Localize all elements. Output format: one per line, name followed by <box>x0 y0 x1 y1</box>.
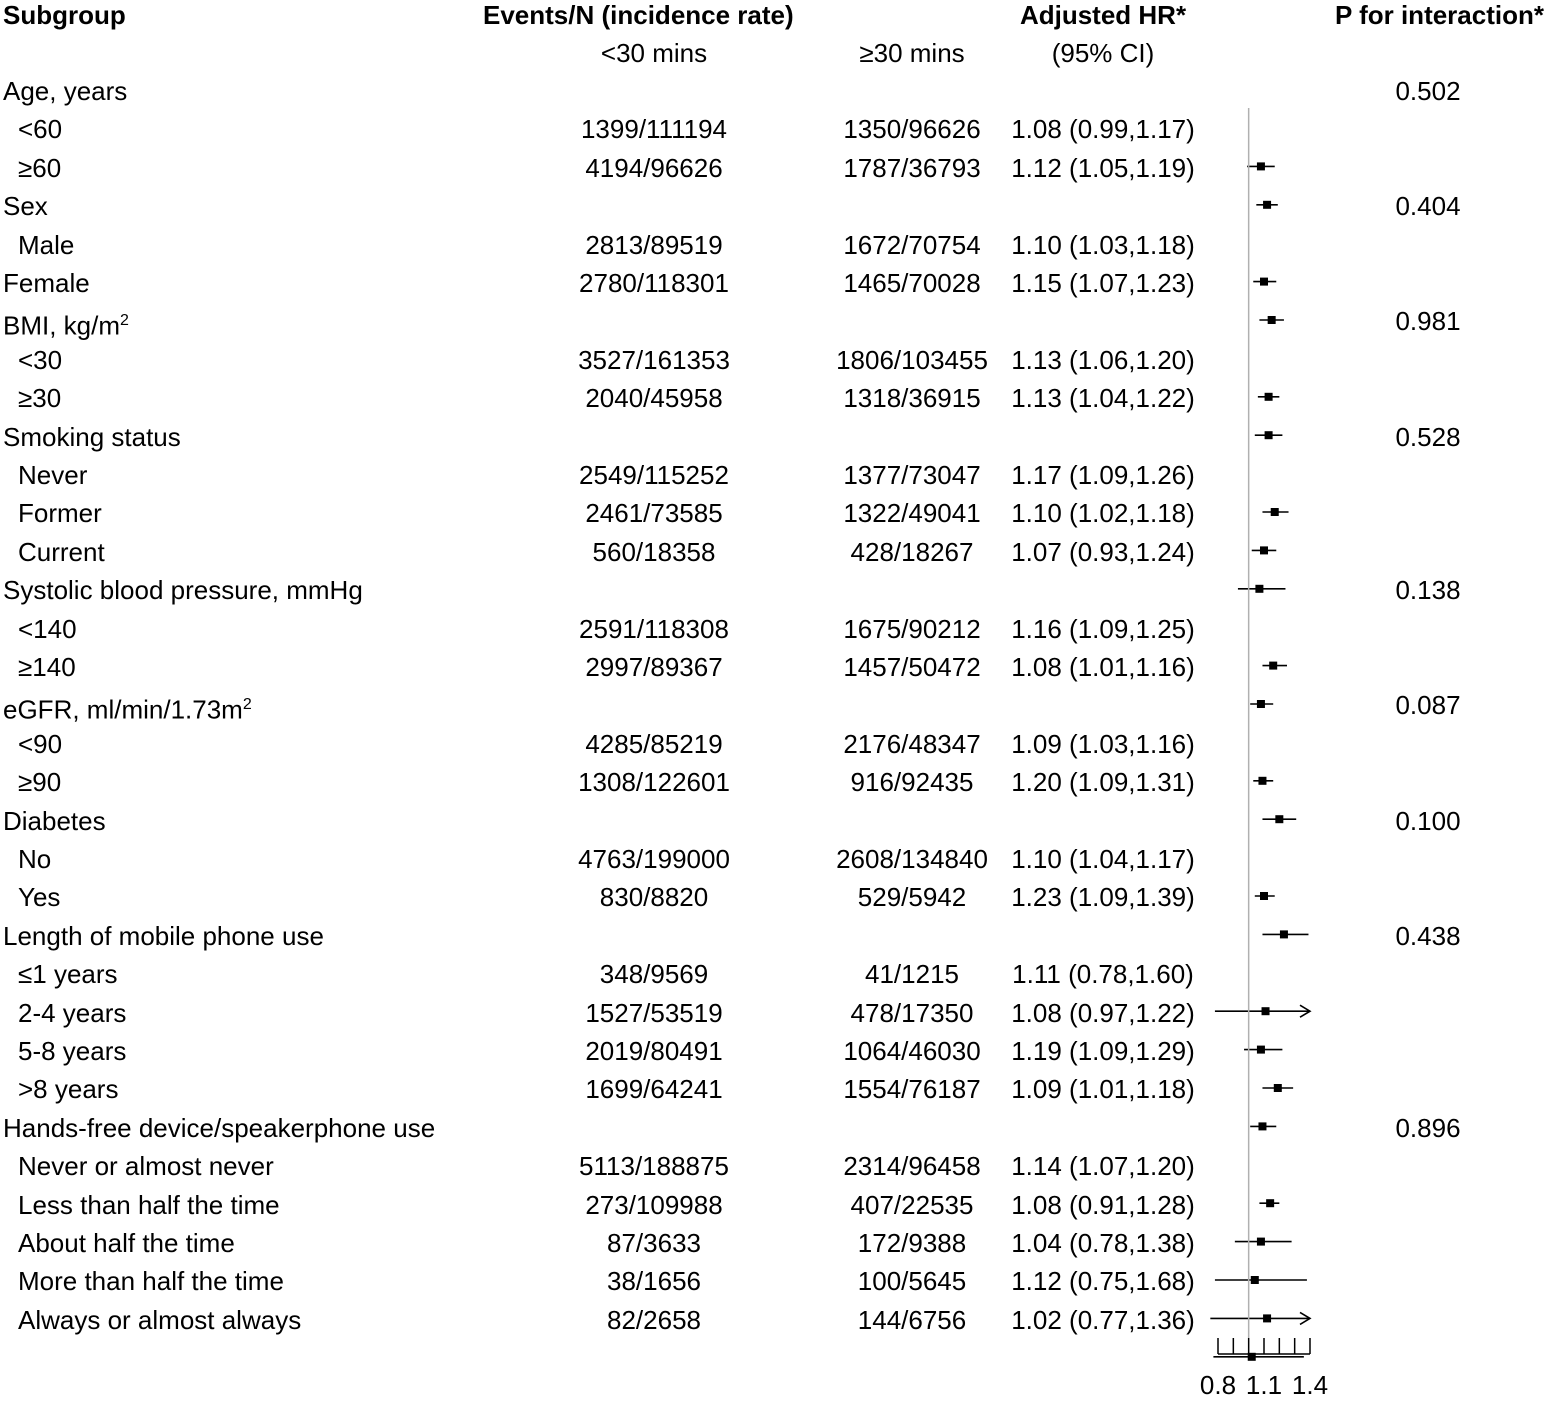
hr-point <box>1260 546 1268 554</box>
subgroup-label: No <box>18 844 52 874</box>
events-lt30: 1699/64241 <box>585 1074 723 1105</box>
x-tick-label: 1.4 <box>1291 1370 1329 1400</box>
hr-ci: 1.10 (1.02,1.18) <box>1011 498 1195 529</box>
hr-ci: 1.23 (1.09,1.39) <box>1011 882 1195 913</box>
hr-ci: 1.12 (0.75,1.68) <box>1011 1266 1195 1297</box>
hr-ci: 1.08 (0.91,1.28) <box>1011 1189 1195 1220</box>
hr-ci: 1.02 (0.77,1.36) <box>1011 1304 1195 1335</box>
events-ge30: 172/9388 <box>857 1228 967 1258</box>
header-col1: <30 mins <box>600 38 708 68</box>
group-label: eGFR, $ml/\min/1.73m^2$ <box>3 695 252 726</box>
events-lt30: 1308/122601 <box>578 767 730 798</box>
subgroup-label: <30 <box>18 344 63 375</box>
p-interaction: 0.981 <box>1395 306 1461 337</box>
group-label: Age, years <box>3 76 128 106</box>
events-ge30: 1672/70754 <box>843 229 981 260</box>
hr-ci: 1.08 (1.01,1.16) <box>1011 652 1195 682</box>
subgroup-label: <140 <box>18 613 77 644</box>
events-lt30: 2019/80491 <box>585 1036 723 1066</box>
events-lt30: 1527/53519 <box>585 997 723 1028</box>
subgroup-label: ≥90 <box>18 767 62 798</box>
p-interaction: 0.528 <box>1395 421 1461 452</box>
header-subgroup: Subgroup <box>3 0 126 30</box>
events-ge30: 1322/49041 <box>843 498 981 529</box>
events-lt30: 4194/96626 <box>585 152 723 183</box>
subgroup-label: Yes <box>18 882 61 913</box>
subgroup-label: ≥30 <box>18 383 62 414</box>
hr-point <box>1257 162 1265 170</box>
events-ge30: 2608/134840 <box>836 844 988 874</box>
subgroup-label: ≥140 <box>18 652 76 682</box>
events-ge30: 916/92435 <box>850 767 974 798</box>
events-ge30: 41/1215 <box>865 959 959 990</box>
p-interaction: 0.896 <box>1395 1112 1461 1143</box>
hr-point <box>1269 662 1277 670</box>
events-lt30: 2813/89519 <box>585 229 723 260</box>
superscript: 2 <box>120 312 129 330</box>
events-lt30: 5113/188875 <box>579 1151 729 1182</box>
hr-ci: 1.12 (1.05,1.19) <box>1011 152 1195 183</box>
header-events: Events/N (incidence rate) <box>483 0 794 30</box>
hr-ci: 1.07 (0.93,1.24) <box>1011 536 1195 567</box>
hr-ci: 1.20 (1.09,1.31) <box>1011 767 1195 798</box>
events-lt30: 3527/161353 <box>578 344 730 375</box>
events-lt30: 2780/118301 <box>579 268 729 298</box>
p-interaction: 0.138 <box>1395 575 1461 606</box>
subgroup-label: Male <box>18 229 75 260</box>
hr-point <box>1263 1314 1271 1322</box>
subgroup-label: <60 <box>18 114 63 145</box>
hr-ci: 1.08 (0.99,1.17) <box>1011 114 1195 145</box>
hr-ci: 1.10 (1.03,1.18) <box>1011 229 1195 260</box>
events-ge30: 478/17350 <box>850 997 974 1028</box>
hr-ci: 1.16 (1.09,1.25) <box>1011 613 1195 644</box>
hr-ci: 1.04 (0.78,1.38) <box>1011 1228 1195 1258</box>
group-label: Smoking status <box>3 421 181 452</box>
hr-point <box>1266 1199 1274 1207</box>
subgroup-label: Former <box>18 498 102 529</box>
subgroup-label: Never <box>18 460 88 490</box>
subgroup-label: Less than half the time <box>18 1189 280 1220</box>
events-lt30: 4763/199000 <box>578 844 730 874</box>
group-label: Sex <box>3 191 48 222</box>
header-col2: ≥30 mins <box>859 38 965 68</box>
events-ge30: 529/5942 <box>857 882 967 913</box>
events-lt30: 4285/85219 <box>585 728 723 759</box>
events-ge30: 1806/103455 <box>836 344 988 375</box>
group-label: Systolic blood pressure, mmHg <box>3 575 363 606</box>
subgroup-label: 2-4 years <box>18 997 127 1028</box>
hr-point <box>1251 1276 1259 1284</box>
subgroup-label: More than half the time <box>18 1266 284 1297</box>
events-ge30: 1350/96626 <box>843 114 981 145</box>
subgroup-label: ≥60 <box>18 152 62 183</box>
events-ge30: 1465/70028 <box>843 268 981 298</box>
events-ge30: 144/6756 <box>857 1304 967 1335</box>
subgroup-label: <90 <box>18 728 63 759</box>
events-ge30: 1064/46030 <box>843 1036 981 1066</box>
events-lt30: 82/2658 <box>607 1304 701 1335</box>
events-lt30: 2997/89367 <box>585 652 723 682</box>
events-ge30: 1675/90212 <box>843 613 981 644</box>
subgroup-label: Never or almost never <box>18 1151 274 1182</box>
events-lt30: 2040/45958 <box>585 383 723 414</box>
events-lt30: 273/109988 <box>585 1189 723 1220</box>
events-lt30: 830/8820 <box>599 882 709 913</box>
events-ge30: 428/18267 <box>850 536 974 567</box>
events-lt30: 348/9569 <box>599 959 709 990</box>
hr-point <box>1262 1007 1270 1015</box>
events-ge30: 1554/76187 <box>843 1074 981 1105</box>
subgroup-label: Current <box>18 536 105 567</box>
hr-point <box>1258 1122 1266 1130</box>
hr-point <box>1255 585 1263 593</box>
events-ge30: 100/5645 <box>857 1266 967 1297</box>
header-ci: (95% CI) <box>1051 38 1155 68</box>
hr-point <box>1263 201 1271 209</box>
hr-ci: 1.11 (0.78,1.60) <box>1012 959 1194 990</box>
x-tick-label: 0.8 <box>1199 1370 1237 1400</box>
header-p: P for interaction* <box>1334 0 1544 30</box>
p-interaction: 0.087 <box>1395 690 1461 721</box>
subgroup-label: 5-8 years <box>18 1036 127 1066</box>
hr-point <box>1260 278 1268 286</box>
subgroup-label: Always or almost always <box>18 1304 302 1335</box>
hr-ci: 1.19 (1.09,1.29) <box>1011 1036 1195 1066</box>
p-interaction: 0.100 <box>1395 805 1461 836</box>
group-label: Length of mobile phone use <box>3 920 324 951</box>
events-ge30: 1377/73047 <box>843 460 981 490</box>
group-label: Diabetes <box>3 805 106 836</box>
hr-point <box>1280 930 1288 938</box>
events-ge30: 1457/50472 <box>843 652 981 682</box>
hr-point <box>1271 508 1279 516</box>
p-interaction: 0.438 <box>1395 920 1461 951</box>
hr-ci: 1.13 (1.04,1.22) <box>1011 383 1195 414</box>
subgroup-label: ≤1 years <box>18 959 118 990</box>
hr-ci: 1.10 (1.04,1.17) <box>1011 844 1195 874</box>
group-label: Hands-free device/speakerphone use <box>3 1112 436 1143</box>
events-lt30: 2461/73585 <box>585 498 723 529</box>
events-lt30: 38/1656 <box>607 1266 701 1297</box>
events-ge30: 407/22535 <box>850 1189 974 1220</box>
events-lt30: 2591/118308 <box>579 613 729 644</box>
x-tick-label: 1.1 <box>1245 1370 1283 1400</box>
hr-ci: 1.14 (1.07,1.20) <box>1011 1151 1195 1182</box>
hr-ci: 1.13 (1.06,1.20) <box>1011 344 1195 375</box>
hr-point <box>1275 815 1283 823</box>
events-ge30: 2314/96458 <box>843 1151 981 1182</box>
hr-point <box>1257 1046 1265 1054</box>
hr-point <box>1265 431 1273 439</box>
p-interaction: 0.404 <box>1395 191 1461 222</box>
p-interaction: 0.502 <box>1395 76 1461 106</box>
hr-point <box>1260 892 1268 900</box>
subgroup-label: >8 years <box>18 1074 119 1105</box>
events-ge30: 1318/36915 <box>843 383 981 414</box>
hr-point <box>1268 316 1276 324</box>
header-hr: Adjusted HR* <box>1019 0 1187 30</box>
hr-ci: 1.09 (1.01,1.18) <box>1011 1074 1195 1105</box>
hr-point <box>1274 1084 1282 1092</box>
subgroup-label: Female <box>3 268 90 298</box>
hr-point <box>1265 393 1273 401</box>
subgroup-label: About half the time <box>18 1228 235 1258</box>
hr-ci: 1.15 (1.07,1.23) <box>1011 268 1195 298</box>
group-label: BMI, $kg/m^2$ <box>3 311 129 342</box>
events-lt30: 2549/115252 <box>579 460 729 490</box>
hr-ci: 1.17 (1.09,1.26) <box>1011 460 1195 490</box>
hr-ci: 1.08 (0.97,1.22) <box>1011 997 1195 1028</box>
events-ge30: 2176/48347 <box>843 728 981 759</box>
superscript: 2 <box>242 696 252 714</box>
hr-point <box>1257 700 1265 708</box>
hr-ci: 1.09 (1.03,1.16) <box>1011 728 1195 759</box>
events-lt30: 87/3633 <box>607 1228 701 1258</box>
events-lt30: 1399/111194 <box>580 114 728 145</box>
hr-point <box>1257 1238 1265 1246</box>
hr-point <box>1258 777 1266 785</box>
events-lt30: 560/18358 <box>592 536 716 567</box>
events-ge30: 1787/36793 <box>843 152 981 183</box>
